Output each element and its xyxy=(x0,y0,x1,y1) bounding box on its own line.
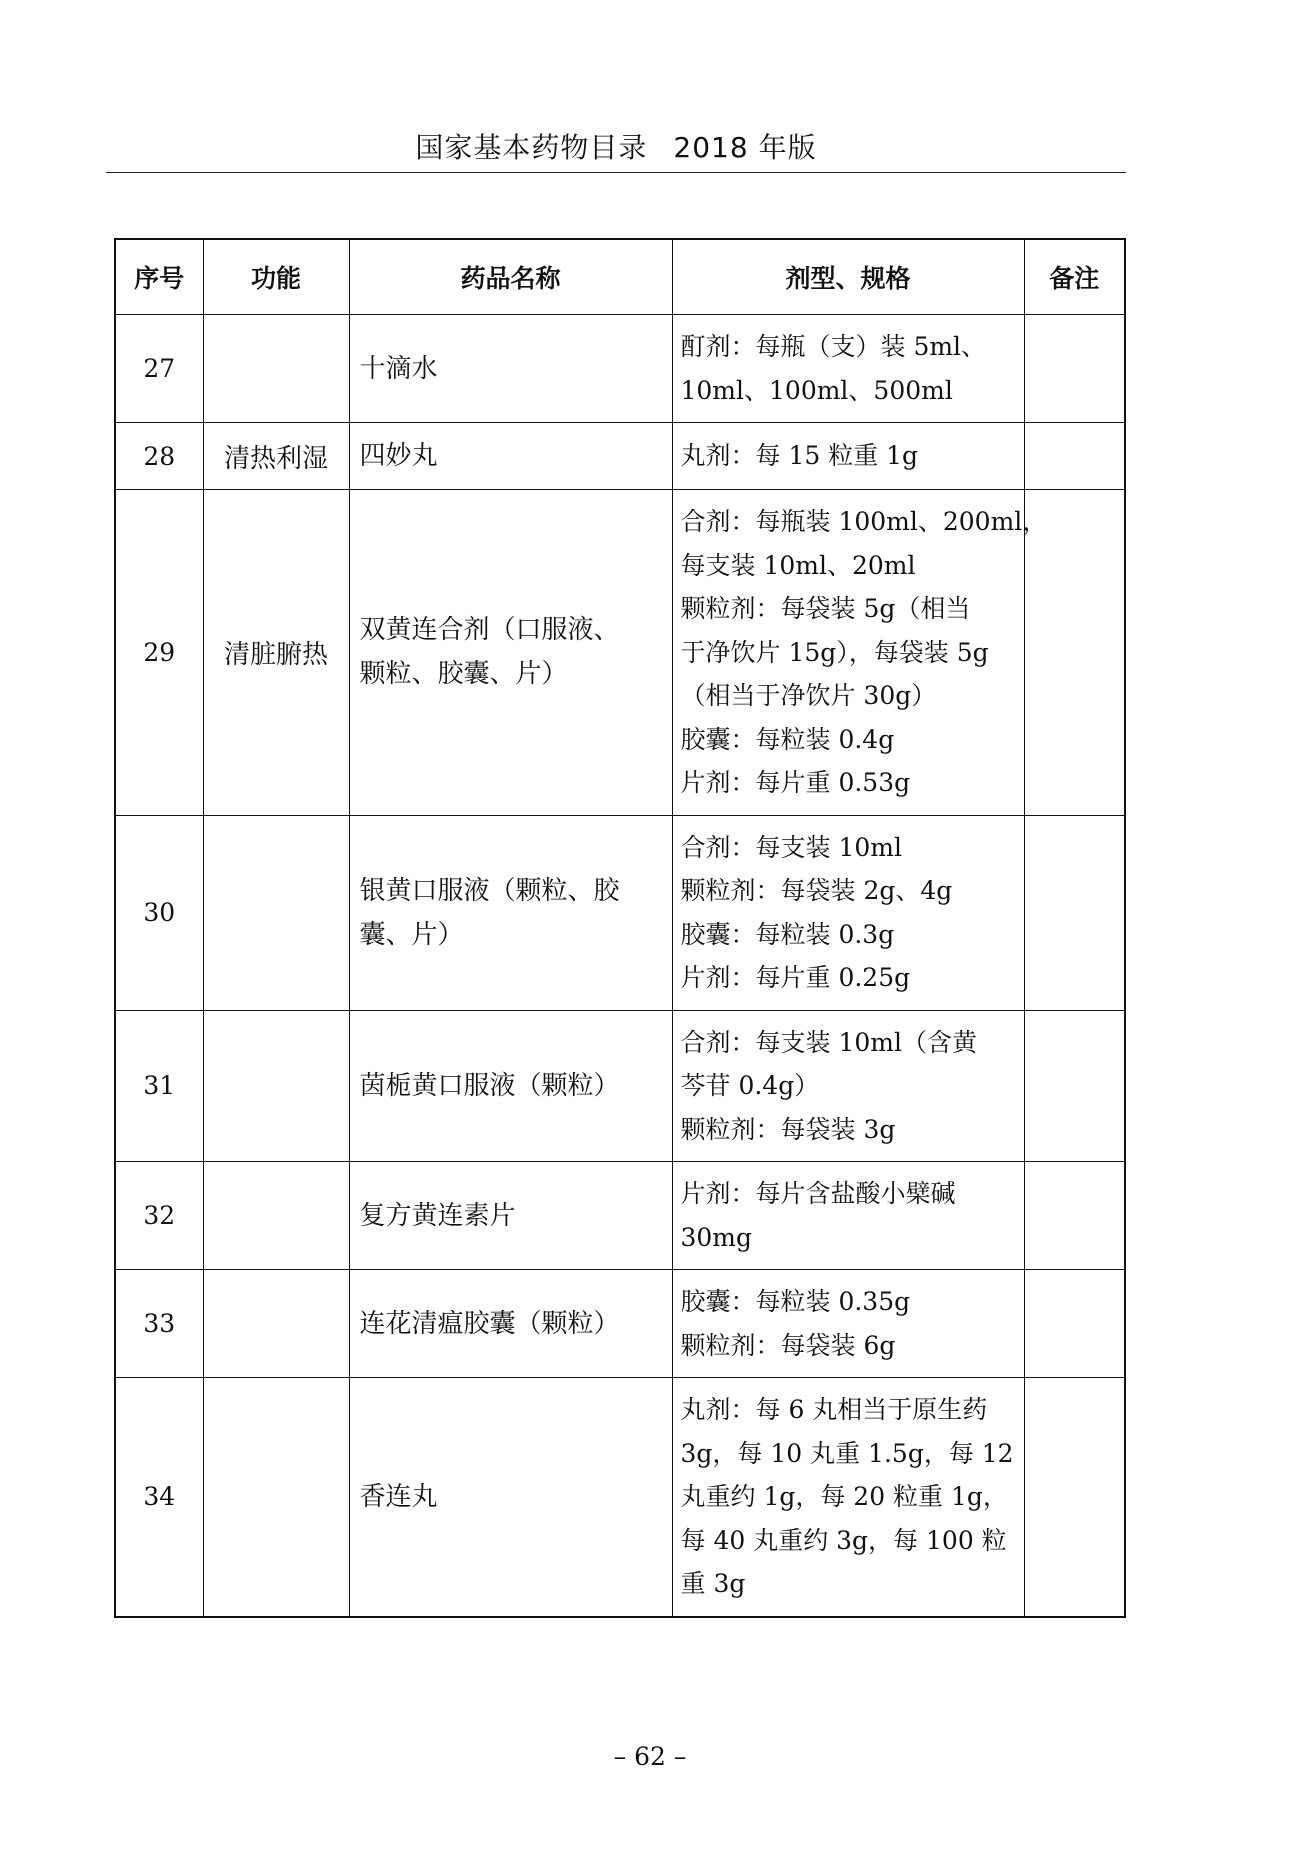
column-header-no: 序号 xyxy=(115,239,203,315)
name-line: 茵栀黄口服液（颗粒） xyxy=(359,1070,620,1101)
table-row xyxy=(115,423,1125,490)
cell-no: 28 xyxy=(115,423,203,490)
cell-note xyxy=(1024,1378,1125,1617)
table-row xyxy=(115,1010,1125,1162)
cell-no: 33 xyxy=(115,1270,203,1378)
cell-spec xyxy=(672,1378,1024,1617)
name-line: 香连丸 xyxy=(359,1481,438,1512)
cell-name xyxy=(349,423,672,490)
name-line: 颗粒、胶囊、片） xyxy=(359,659,568,690)
spec-line: 3g，每 10 丸重 1.5g，每 12 xyxy=(680,1438,1014,1468)
cell-spec xyxy=(672,1010,1024,1162)
cell-note xyxy=(1024,1270,1125,1378)
spec-line: 合剂：每支装 10ml xyxy=(680,832,902,862)
spec-line: 丸剂：每 15 粒重 1g xyxy=(680,441,919,471)
cell-note xyxy=(1024,1162,1125,1270)
spec-line: 颗粒剂：每袋装 2g、4g xyxy=(680,876,953,905)
spec-line: 胶囊：每粒装 0.35g xyxy=(680,1287,911,1316)
name-line: 囊、片） xyxy=(359,919,464,950)
cell-spec xyxy=(672,315,1024,423)
spec-line: 合剂：每瓶装 100ml、200ml， xyxy=(680,507,1048,536)
cell-name xyxy=(349,815,672,1010)
cell-note xyxy=(1024,815,1125,1010)
cell-name xyxy=(349,1270,672,1378)
cell-function xyxy=(203,1010,349,1162)
cell-name xyxy=(349,1162,672,1270)
header-rule xyxy=(106,172,1126,173)
table-body xyxy=(115,315,1125,1617)
name-line: 银黄口服液（颗粒、胶 xyxy=(359,875,620,906)
spec-line: 芩苷 0.4g） xyxy=(680,1071,820,1100)
spec-line: 重 3g xyxy=(680,1569,746,1598)
spec-line: 片剂：每片重 0.25g xyxy=(680,963,911,992)
name-line: 复方黄连素片 xyxy=(359,1200,516,1231)
spec-line: 合剂：每支装 10ml（含黄 xyxy=(680,1027,977,1057)
table-row xyxy=(115,315,1125,423)
cell-name xyxy=(349,490,672,816)
header-year: 2018 年版 xyxy=(673,131,817,164)
cell-note xyxy=(1024,490,1125,816)
drug-table xyxy=(114,238,1126,1618)
spec-line: 胶囊：每粒装 0.4g xyxy=(680,724,895,754)
cell-spec xyxy=(672,1162,1024,1270)
name-line: 十滴水 xyxy=(359,353,438,384)
cell-function xyxy=(203,315,349,423)
spec-line: 胶囊：每粒装 0.3g xyxy=(680,919,895,949)
spec-line: 颗粒剂：每袋装 3g xyxy=(680,1114,896,1144)
spec-line: 酊剂：每瓶（支）装 5ml、 xyxy=(680,332,987,361)
spec-line: 片剂：每片含盐酸小檗碱 xyxy=(680,1179,956,1208)
cell-no: 30 xyxy=(115,815,203,1010)
cell-note xyxy=(1024,1010,1125,1162)
column-header-spec: 剂型、规格 xyxy=(672,239,1024,315)
cell-function: 清脏腑热 xyxy=(203,490,349,816)
table-row xyxy=(115,490,1125,816)
spec-line: 丸重约 1g，每 20 粒重 1g， xyxy=(680,1482,1008,1511)
name-line: 双黄连合剂（口服液、 xyxy=(359,615,620,646)
table-row xyxy=(115,815,1125,1010)
table-row xyxy=(115,1270,1125,1378)
spec-line: 10ml、100ml、500ml xyxy=(680,375,953,405)
cell-function: 清热利湿 xyxy=(203,423,349,490)
cell-function xyxy=(203,815,349,1010)
cell-function xyxy=(203,1378,349,1617)
cell-spec xyxy=(672,1270,1024,1378)
spec-line: 30mg xyxy=(680,1222,753,1252)
cell-spec xyxy=(672,815,1024,1010)
cell-function xyxy=(203,1162,349,1270)
name-line: 四妙丸 xyxy=(359,441,438,471)
cell-function xyxy=(203,1270,349,1378)
spec-line: 丸剂：每 6 丸相当于原生药 xyxy=(680,1395,988,1424)
cell-spec xyxy=(672,423,1024,490)
cell-no: 31 xyxy=(115,1010,203,1162)
page-number: – 62 – xyxy=(613,1742,687,1771)
page-header xyxy=(106,126,1126,166)
column-header-name: 药品名称 xyxy=(349,239,672,315)
cell-no: 34 xyxy=(115,1378,203,1617)
spec-line: 于净饮片 15g），每袋装 5g xyxy=(680,637,989,667)
cell-name xyxy=(349,1378,672,1617)
spec-line: 片剂：每片重 0.53g xyxy=(680,768,911,797)
cell-note xyxy=(1024,423,1125,490)
column-header-function: 功能 xyxy=(203,239,349,315)
table-row xyxy=(115,1162,1125,1270)
column-header-note: 备注 xyxy=(1024,239,1125,315)
cell-name xyxy=(349,315,672,423)
table-row xyxy=(115,1378,1125,1617)
cell-spec xyxy=(672,490,1048,816)
cell-no: 32 xyxy=(115,1162,203,1270)
cell-no: 27 xyxy=(115,315,203,423)
cell-note xyxy=(1024,315,1125,423)
spec-line: （相当于净饮片 30g） xyxy=(680,681,937,710)
cell-no: 29 xyxy=(115,490,203,816)
spec-line: 颗粒剂：每袋装 5g（相当 xyxy=(680,594,971,623)
table-header-row xyxy=(115,239,1125,315)
spec-line: 每支装 10ml、20ml xyxy=(680,550,916,580)
spec-line: 颗粒剂：每袋装 6g xyxy=(680,1330,896,1360)
spec-line: 每 40 丸重约 3g，每 100 粒 xyxy=(680,1525,1007,1555)
cell-name xyxy=(349,1010,672,1162)
header-title: 国家基本药物目录 xyxy=(415,131,648,164)
name-line: 连花清瘟胶囊（颗粒） xyxy=(359,1308,620,1339)
